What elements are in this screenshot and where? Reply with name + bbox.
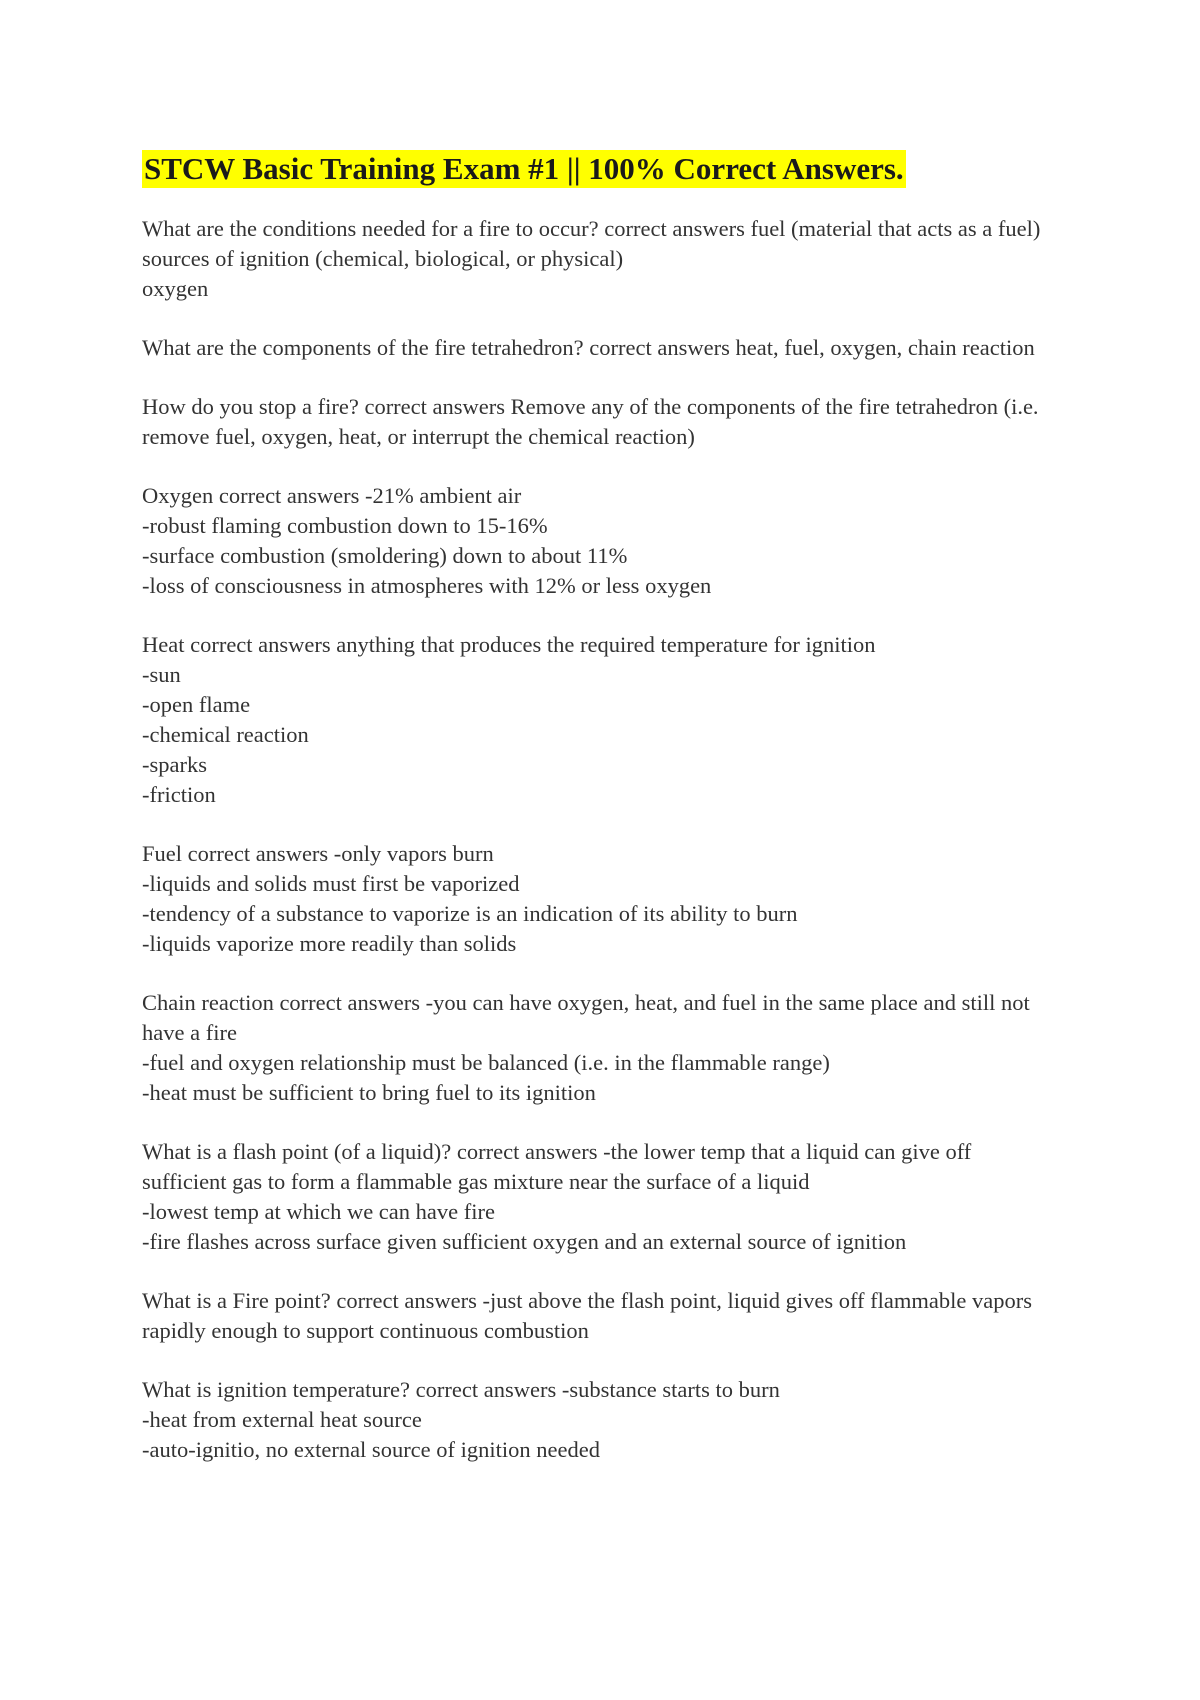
qa-line: -heat from external heat source: [142, 1407, 422, 1432]
qa-line: How do you stop a fire? correct answers Remove any of the components of the fire tetrahedron (i.e. remove fuel, oxygen, heat, or interrupt the chemical reaction): [142, 394, 1039, 449]
qa-line: -fire flashes across surface given sufficient oxygen and an external source of ignition: [142, 1229, 907, 1254]
qa-line: -robust flaming combustion down to 15-16%: [142, 513, 548, 538]
qa-line: -heat must be sufficient to bring fuel to its ignition: [142, 1080, 596, 1105]
qa-entry: [142, 392, 1042, 452]
qa-line: -surface combustion (smoldering) down to about 11%: [142, 543, 628, 568]
qa-line: oxygen: [142, 276, 209, 301]
qa-entry: [142, 839, 1042, 959]
qa-line: -liquids vaporize more readily than solids: [142, 931, 517, 956]
qa-line: Chain reaction correct answers -you can have oxygen, heat, and fuel in the same place and still not have a fire: [142, 990, 1030, 1045]
document-title: STCW Basic Training Exam #1 || 100% Correct Answers.: [144, 151, 904, 186]
qa-entry: [142, 214, 1042, 304]
qa-line: What are the conditions needed for a fire to occur? correct answers fuel (material that acts as a fuel): [142, 216, 1041, 241]
qa-line: What is a Fire point? correct answers -just above the flash point, liquid gives off flammable vapors rapidly enough to support continuous combustion: [142, 1288, 1032, 1343]
qa-line: -open flame: [142, 692, 251, 717]
qa-entry: [142, 481, 1042, 601]
qa-line: -friction: [142, 782, 216, 807]
qa-line: Heat correct answers anything that produces the required temperature for ignition: [142, 632, 876, 657]
qa-line: Fuel correct answers -only vapors burn: [142, 841, 494, 866]
qa-line: -auto-ignitio, no external source of ignition needed: [142, 1437, 600, 1462]
qa-line: -fuel and oxygen relationship must be balanced (i.e. in the flammable range): [142, 1050, 830, 1075]
qa-line: -lowest temp at which we can have fire: [142, 1199, 495, 1224]
qa-line: Oxygen correct answers -21% ambient air: [142, 483, 522, 508]
document-page: [142, 150, 1042, 1494]
qa-entry: [142, 1375, 1042, 1465]
qa-line: sources of ignition (chemical, biological, or physical): [142, 246, 624, 271]
qa-line: -liquids and solids must first be vaporized: [142, 871, 520, 896]
qa-line: -tendency of a substance to vaporize is an indication of its ability to burn: [142, 901, 798, 926]
qa-line: What is ignition temperature? correct answers -substance starts to burn: [142, 1377, 780, 1402]
qa-line: -loss of consciousness in atmospheres with 12% or less oxygen: [142, 573, 712, 598]
qa-line: What is a flash point (of a liquid)? correct answers -the lower temp that a liquid can give off sufficient gas to form a flammable gas mixture near the surface of a liquid: [142, 1139, 972, 1194]
qa-line: -sparks: [142, 752, 207, 777]
qa-entry: [142, 1137, 1042, 1257]
qa-entry: [142, 630, 1042, 810]
qa-line: What are the components of the fire tetrahedron? correct answers heat, fuel, oxygen, chain reaction: [142, 335, 1035, 360]
qa-entry: [142, 333, 1042, 363]
qa-entry: [142, 1286, 1042, 1346]
qa-line: -sun: [142, 662, 181, 687]
qa-line: -chemical reaction: [142, 722, 309, 747]
qa-entry: [142, 988, 1042, 1108]
